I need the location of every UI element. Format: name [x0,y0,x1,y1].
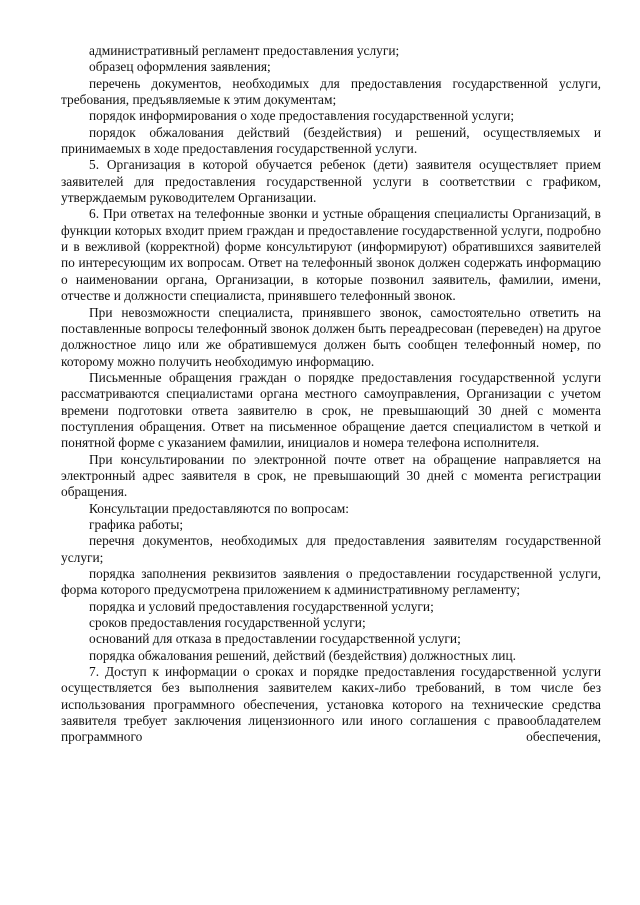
paragraph-item-document-list: перечень документов, необходимых для предоставления государственной услуги, требования, предъявляемые к этим документам; [61,75,601,108]
paragraph-item-appeal-order: порядок обжалования действий (бездействия) и решений, осуществляемых и принимаемых в ходе предоставления государственной услуги. [61,124,601,157]
paragraph-consultation-topics: Консультации предоставляются по вопросам: [89,500,350,516]
list-item-service-terms: сроков предоставления государственной услуги; [89,615,366,631]
paragraph-item-admin-regulation: административный регламент предоставления услуги; [89,43,400,58]
paragraph-written-requests: Письменные обращения граждан о порядке предоставления государственной услуги рассматриваются специалистами органа местного самоуправления, Организации с учетом времени подготовки ответа заявителю в срок, не превышающий 30 дней с момента поступления обращения. Ответ на письменное обращение дается специалистом в четкой и понятной форме с указанием фамилии, инициалов и номера телефона исполнителя. [61,369,601,451]
paragraph-section-6: 6. При ответах на телефонные звонки и устные обращения специалисты Организаций, в функции которых входит прием граждан и предоставление государственной услуги, подробно и в вежливой (корректной) форме консультируют (информируют) обратившихся заявителей по интересующим их вопросам. Ответ на телефонный звонок должен содержать информацию о наименовании органа, Организации, в которые позвонил заявитель, фамилии, имени, отчестве и должности специалиста, принявшего телефонный звонок. [61,206,601,304]
paragraph-email-consulting: При консультировании по электронной почте ответ на обращение направляется на электронный адрес заявителя в срок, не превышающий 30 дней с момента регистрации обращения. [61,451,601,500]
paragraph-section-5: 5. Организация в которой обучается ребенок (дети) заявителя осуществляет прием заявителей для предоставления государственной услуги в соответствии с графиком, утверждаемым руководителем Организации. [61,157,601,206]
paragraph-item-information-order: порядок информирования о ходе предоставления государственной услуги; [89,108,515,124]
list-item-application-requisites: порядка заполнения реквизитов заявления о предоставлении государственной услуги, форма которого предусмотрена приложением к административному регламенту; [61,566,601,598]
list-item-work-schedule: графика работы; [89,516,184,532]
list-item-required-documents: перечня документов, необходимых для предоставления заявителям государственной услуги; [61,533,601,565]
paragraph-section-7: 7. Доступ к информации о сроках и порядке предоставления государственной услуги осуществляется без выполнения заявителем каких-либо требований, в том числе без использования программного обеспечения, установка которого на технические средства заявителя требует заключения лицензионного или иного соглашения с правообладателем программного обеспечения, [61,664,601,745]
list-item-service-conditions: порядка и условий предоставления государственной услуги; [89,598,434,614]
paragraph-item-application-sample: образец оформления заявления; [89,59,271,75]
paragraph-call-redirect: При невозможности специалиста, принявшего звонок, самостоятельно ответить на поставленные вопросы телефонный звонок должен быть переадресован (переведен) на другое должностное лицо или же обратившемуся должен быть сообщен телефонный номер, по которому можно получить необходимую информацию. [61,304,601,369]
list-item-appeal-procedure: порядка обжалования решений, действий (бездействия) должностных лиц. [89,647,516,663]
list-item-refusal-grounds: оснований для отказа в предоставлении государственной услуги; [89,631,461,647]
